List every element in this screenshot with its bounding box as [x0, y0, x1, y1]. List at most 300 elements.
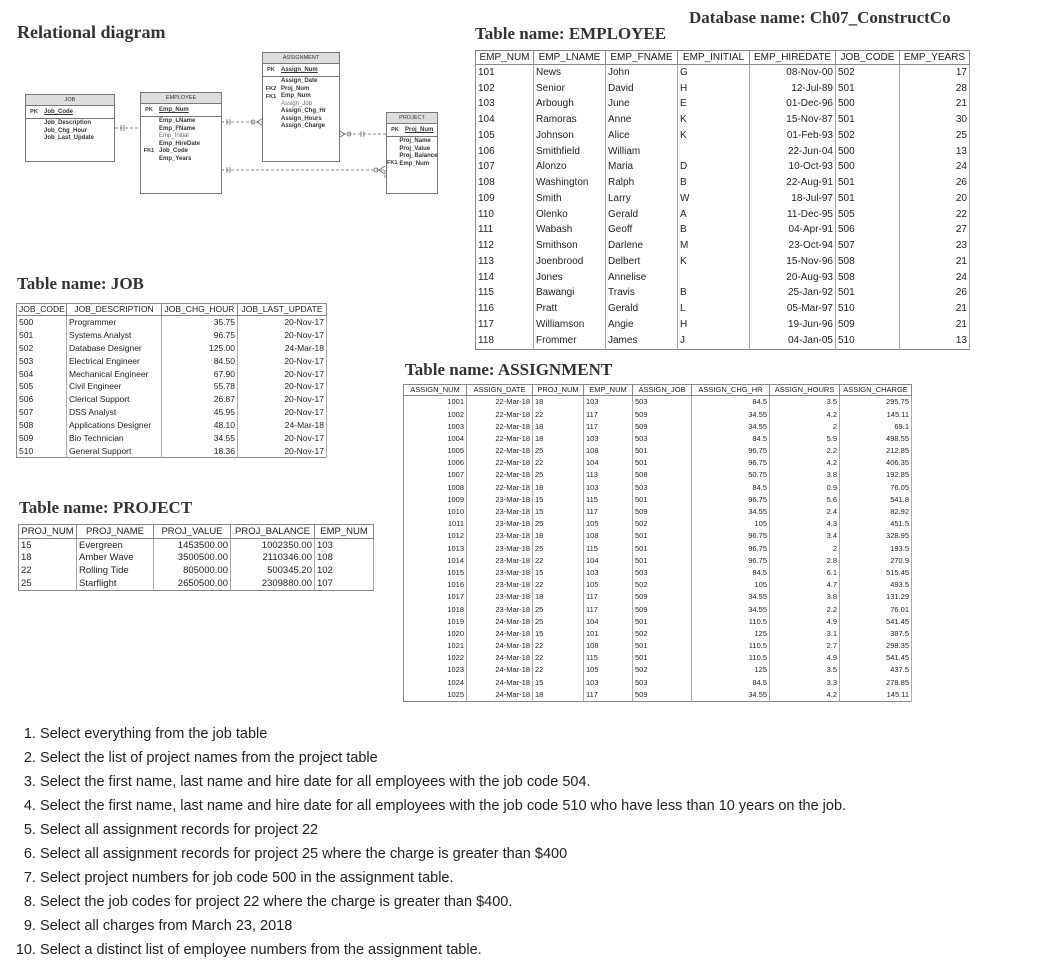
table-cell: Olenko [534, 207, 606, 223]
table-cell: 3.5 [770, 396, 840, 409]
table-cell: Smith [534, 191, 606, 207]
table-cell: 34.55 [692, 689, 770, 702]
assignment-entity-name: ASSIGNMENT [263, 53, 339, 64]
entity-attribute: Assign_Hours [281, 115, 322, 122]
table-cell: 3.3 [770, 676, 840, 688]
column-header: JOB_CHG_HOUR [162, 304, 238, 316]
table-cell: 96.75 [692, 542, 770, 554]
table-cell: 23-Oct-94 [750, 238, 836, 254]
table-cell: David [606, 81, 678, 97]
table-cell: 3.5 [770, 664, 840, 676]
table-cell: 4.7 [770, 579, 840, 591]
fk-label: FK1 [143, 148, 155, 154]
table-cell: Jones [534, 270, 606, 286]
table-cell: 34.55 [692, 506, 770, 518]
table-cell: 15 [19, 539, 77, 552]
table-cell: 84.5 [692, 567, 770, 579]
table-cell: 34.55 [692, 408, 770, 420]
table-cell: 18 [533, 396, 584, 409]
table-row [17, 380, 327, 393]
table-row [476, 112, 970, 128]
table-row [476, 286, 970, 302]
table-cell: 55.78 [162, 380, 238, 393]
question-number: 2. [23, 750, 36, 766]
table-cell: 1007 [404, 469, 467, 481]
table-cell: Senior [534, 81, 606, 97]
question-text: Select all charges from March 23, 2018 [40, 918, 293, 934]
table-cell: 5.9 [770, 433, 840, 445]
table-cell: W [678, 191, 750, 207]
table-cell: Electrical Engineer [67, 355, 162, 368]
table-cell: Johnson [534, 128, 606, 144]
column-header: EMP_LNAME [534, 51, 606, 65]
table-cell: 509 [836, 317, 900, 333]
table-cell: 21 [900, 97, 970, 113]
table-cell: 1003 [404, 420, 467, 432]
table-cell: 501 [633, 652, 692, 664]
table-cell: Smithfield [534, 144, 606, 160]
table-cell: General Support [67, 444, 162, 457]
table-cell: 96.75 [692, 554, 770, 566]
table-cell: 500 [836, 144, 900, 160]
table-cell: H [678, 81, 750, 97]
table-cell: 1014 [404, 554, 467, 566]
table-cell: 108 [584, 445, 633, 457]
table-cell: 3.1 [770, 628, 840, 640]
assignment-table-header [404, 385, 912, 396]
table-cell: 212.85 [840, 445, 912, 457]
column-header: EMP_YEARS [900, 51, 970, 65]
table-cell: 76.01 [840, 603, 912, 615]
table-cell: 20-Nov-17 [238, 393, 327, 406]
table-cell: 116 [476, 301, 534, 317]
table-cell: 1012 [404, 530, 467, 542]
table-cell: 15 [533, 628, 584, 640]
table-cell: 1002350.00 [231, 539, 315, 552]
table-cell: 12-Jul-89 [750, 81, 836, 97]
table-row [476, 270, 970, 286]
table-cell: 67.90 [162, 367, 238, 380]
table-cell: 24 [900, 270, 970, 286]
table-cell: 110 [476, 207, 534, 223]
table-cell: 502 [633, 664, 692, 676]
table-cell: 25 [533, 469, 584, 481]
table-cell: 23-Mar-18 [467, 518, 533, 530]
table-cell: 25-Jan-92 [750, 286, 836, 302]
table-cell: 23-Mar-18 [467, 579, 533, 591]
question-number: 6. [23, 846, 36, 862]
table-cell: 541.45 [840, 615, 912, 627]
table-cell: 1002 [404, 408, 467, 420]
table-cell: 20 [900, 191, 970, 207]
table-cell: Applications Designer [67, 419, 162, 432]
table-cell: 18-Jul-97 [750, 191, 836, 207]
table-cell: 2 [770, 420, 840, 432]
table-cell: 01-Dec-96 [750, 97, 836, 113]
table-cell: 23-Mar-18 [467, 506, 533, 518]
column-header: JOB_CODE [836, 51, 900, 65]
table-row [476, 81, 970, 97]
entity-attribute: Proj_Num [281, 85, 310, 92]
table-cell: 34.55 [692, 603, 770, 615]
project-entity [386, 112, 438, 194]
table-cell: 117 [584, 420, 633, 432]
table-cell: 109 [476, 191, 534, 207]
job-table-header [17, 304, 327, 316]
column-header: JOB_DESCRIPTION [67, 304, 162, 316]
table-row [17, 316, 327, 329]
table-cell: 509 [633, 408, 692, 420]
job-entity-pk: Job_Code [44, 109, 74, 115]
column-header: JOB_CODE [17, 304, 67, 316]
table-cell: 107 [476, 160, 534, 176]
table-cell: L [678, 301, 750, 317]
table-cell: 10-Oct-93 [750, 160, 836, 176]
table-cell: 1008 [404, 481, 467, 493]
entity-attribute: Emp_Num [399, 160, 430, 167]
question-number: 3. [23, 774, 36, 790]
table-cell: 509 [633, 689, 692, 702]
table-cell: Database Designer [67, 342, 162, 355]
table-cell: 82.92 [840, 506, 912, 518]
table-cell: 23-Mar-18 [467, 530, 533, 542]
table-row [404, 676, 912, 688]
question-text: Select the list of project names from the project table [40, 750, 378, 766]
header-row [17, 304, 327, 316]
column-header: ASSIGN_HOURS [770, 385, 840, 396]
table-row [476, 65, 970, 81]
table-cell: Systems Analyst [67, 329, 162, 342]
table-row [404, 481, 912, 493]
table-cell: 117 [584, 506, 633, 518]
entity-attribute: Job_Last_Update [44, 135, 95, 141]
table-cell: 2650500.00 [154, 577, 231, 590]
table-cell: 1001 [404, 396, 467, 409]
table-cell: 510 [836, 301, 900, 317]
table-cell: Bawangi [534, 286, 606, 302]
table-cell: 50.75 [692, 469, 770, 481]
table-cell: 23-Mar-18 [467, 603, 533, 615]
table-cell: 193.5 [840, 542, 912, 554]
table-cell: 503 [633, 481, 692, 493]
column-header: ASSIGN_CHG_HR [692, 385, 770, 396]
table-cell: Larry [606, 191, 678, 207]
table-cell: 22-Mar-18 [467, 457, 533, 469]
table-cell: 108 [584, 530, 633, 542]
employee-table-body [476, 65, 970, 350]
table-cell: 328.95 [840, 530, 912, 542]
table-cell: 505 [836, 207, 900, 223]
table-cell: 101 [476, 65, 534, 81]
column-header: EMP_NUM [476, 51, 534, 65]
table-cell [678, 270, 750, 286]
question-text: Select all assignment records for project 25 where the charge is greater than $400 [40, 846, 568, 862]
table-cell: 25 [533, 518, 584, 530]
table-cell: 21 [900, 301, 970, 317]
table-row [476, 207, 970, 223]
question-item [8, 794, 846, 818]
table-cell: D [678, 160, 750, 176]
table-cell: 23-Mar-18 [467, 542, 533, 554]
table-cell: 503 [633, 676, 692, 688]
table-cell: 96.75 [692, 530, 770, 542]
table-cell: 503 [17, 355, 67, 368]
table-row [17, 432, 327, 445]
table-cell: 76.05 [840, 481, 912, 493]
table-cell: Williamson [534, 317, 606, 333]
table-cell: 25 [533, 603, 584, 615]
question-item [8, 890, 846, 914]
table-cell: 103 [584, 676, 633, 688]
table-cell: Geoff [606, 223, 678, 239]
assignment-table [403, 384, 912, 702]
table-cell: 493.5 [840, 579, 912, 591]
employee-entity [140, 92, 222, 194]
table-cell: 84.50 [162, 355, 238, 368]
table-cell: 105 [584, 664, 633, 676]
table-cell: 117 [584, 689, 633, 702]
fk-label: FK2 [265, 86, 277, 92]
table-cell: 501 [836, 191, 900, 207]
table-cell: 406.35 [840, 457, 912, 469]
table-cell: 505 [17, 380, 67, 393]
table-cell: 103 [584, 433, 633, 445]
table-cell: 3500500.00 [154, 552, 231, 565]
entity-attribute: Job_Description [44, 120, 92, 126]
header-row [404, 385, 912, 396]
table-cell: 30 [900, 112, 970, 128]
table-cell: 115 [584, 494, 633, 506]
table-cell: 2.7 [770, 640, 840, 652]
table-cell: James [606, 333, 678, 349]
table-cell: 22 [533, 652, 584, 664]
table-cell: 387.5 [840, 628, 912, 640]
table-cell: 18 [533, 420, 584, 432]
entity-attribute: Assign_Chg_Hr [281, 108, 327, 114]
table-cell: 500 [836, 160, 900, 176]
table-row [404, 494, 912, 506]
table-cell: 22 [900, 207, 970, 223]
table-cell: 502 [836, 128, 900, 144]
table-cell: 1006 [404, 457, 467, 469]
table-cell: 1453500.00 [154, 539, 231, 552]
table-cell: 509 [633, 506, 692, 518]
table-cell: 501 [633, 445, 692, 457]
table-cell: 503 [633, 396, 692, 409]
table-cell: 22 [533, 640, 584, 652]
fk-label: FK1 [265, 93, 277, 100]
question-item [8, 818, 846, 842]
table-cell: 108 [315, 552, 374, 565]
table-cell: 15 [533, 676, 584, 688]
table-cell: 1022 [404, 652, 467, 664]
table-cell: 2.4 [770, 506, 840, 518]
table-cell: 502 [17, 342, 67, 355]
table-cell: 503 [633, 433, 692, 445]
table-cell: June [606, 97, 678, 113]
job-table-title: Table name: JOB [17, 274, 144, 293]
table-cell: 103 [315, 539, 374, 552]
employee-table-title: Table name: EMPLOYEE [475, 24, 667, 43]
table-cell: 34.55 [692, 591, 770, 603]
table-cell: 20-Nov-17 [238, 380, 327, 393]
table-cell: 506 [836, 223, 900, 239]
table-cell: News [534, 65, 606, 81]
table-cell: 20-Nov-17 [238, 355, 327, 368]
table-cell: 4.9 [770, 615, 840, 627]
table-cell: 1004 [404, 433, 467, 445]
table-cell: 541.8 [840, 494, 912, 506]
column-header: PROJ_NUM [19, 525, 77, 539]
table-cell: 2.2 [770, 603, 840, 615]
table-cell: 506 [17, 393, 67, 406]
table-cell: 18 [533, 433, 584, 445]
table-cell: Travis [606, 286, 678, 302]
project-table-title: Table name: PROJECT [19, 498, 193, 517]
table-row [19, 539, 374, 552]
table-row [17, 329, 327, 342]
table-cell: 24-Mar-18 [467, 664, 533, 676]
table-cell: 115 [584, 652, 633, 664]
table-cell: 515.45 [840, 567, 912, 579]
table-cell: 131.29 [840, 591, 912, 603]
table-cell: 103 [584, 396, 633, 409]
table-row [17, 444, 327, 457]
table-cell: 96.75 [692, 457, 770, 469]
entity-attribute: Proj_Name [399, 138, 431, 144]
table-cell: Frommer [534, 333, 606, 349]
table-row [476, 191, 970, 207]
table-cell: 103 [584, 567, 633, 579]
table-cell: 25 [533, 542, 584, 554]
table-cell: 508 [17, 419, 67, 432]
table-cell: 502 [633, 579, 692, 591]
table-cell: 4.2 [770, 457, 840, 469]
table-cell: 13 [900, 333, 970, 349]
table-cell: 118 [476, 333, 534, 349]
column-header: ASSIGN_DATE [467, 385, 533, 396]
table-cell: 270.9 [840, 554, 912, 566]
table-cell: 105 [584, 518, 633, 530]
table-cell: 501 [836, 175, 900, 191]
table-row [404, 396, 912, 409]
table-cell: 15 [533, 494, 584, 506]
project-table-body [19, 539, 374, 591]
table-row [404, 652, 912, 664]
table-cell: 22 [533, 664, 584, 676]
table-cell: 1018 [404, 603, 467, 615]
question-number: 9. [23, 918, 36, 934]
table-cell: 20-Nov-17 [238, 432, 327, 445]
pk-label: PK [30, 109, 38, 115]
column-header: EMP_NUM [584, 385, 633, 396]
entity-attribute: Emp_FName [159, 125, 196, 132]
table-cell: 502 [633, 518, 692, 530]
table-cell: 1023 [404, 664, 467, 676]
table-cell: 6.1 [770, 567, 840, 579]
table-cell: 20-Nov-17 [238, 316, 327, 329]
table-cell: 110.5 [692, 640, 770, 652]
table-cell: 500 [17, 316, 67, 329]
table-cell: Wabash [534, 223, 606, 239]
table-row [404, 689, 912, 702]
table-cell: 96.75 [692, 494, 770, 506]
table-cell: 34.55 [162, 432, 238, 445]
question-item [8, 722, 846, 746]
table-cell: 501 [633, 457, 692, 469]
table-cell: 4.2 [770, 689, 840, 702]
table-row [404, 640, 912, 652]
table-cell: 192.85 [840, 469, 912, 481]
column-header: PROJ_NUM [533, 385, 584, 396]
table-cell: Mechanical Engineer [67, 367, 162, 380]
table-cell: 84.5 [692, 676, 770, 688]
table-cell: 101 [584, 628, 633, 640]
table-cell: M [678, 238, 750, 254]
table-cell: 25 [533, 615, 584, 627]
table-cell: 13 [900, 144, 970, 160]
table-cell: Evergreen [77, 539, 154, 552]
table-cell: 25 [533, 445, 584, 457]
table-row [476, 333, 970, 349]
question-text: Select everything from the job table [40, 726, 268, 742]
table-row [404, 530, 912, 542]
table-cell: Alice [606, 128, 678, 144]
pk-label: PK [145, 107, 153, 113]
table-cell: 24-Mar-18 [467, 615, 533, 627]
table-cell: 20-Nov-17 [238, 367, 327, 380]
table-row [404, 567, 912, 579]
table-cell: 22-Mar-18 [467, 433, 533, 445]
table-row [17, 419, 327, 432]
table-cell: 501 [633, 494, 692, 506]
table-cell: 22-Mar-18 [467, 445, 533, 457]
table-row [404, 445, 912, 457]
table-cell: 105 [692, 518, 770, 530]
table-row [404, 542, 912, 554]
table-row [404, 591, 912, 603]
entity-attribute: Assign_Job [281, 100, 313, 107]
table-cell: 05-Mar-97 [750, 301, 836, 317]
table-cell: 22 [533, 554, 584, 566]
entity-attribute: Emp_Years [159, 155, 192, 162]
table-cell: 504 [17, 367, 67, 380]
table-cell: 117 [584, 603, 633, 615]
table-cell: 502 [836, 65, 900, 81]
assignment-table-body [404, 396, 912, 702]
entity-attribute: Emp_Num [281, 93, 311, 99]
table-cell: 2.2 [770, 445, 840, 457]
table-cell: Gerald [606, 207, 678, 223]
database-name-title: Database name: Ch07_ConstructCo [689, 8, 951, 27]
table-cell: John [606, 65, 678, 81]
employee-table-header [476, 51, 970, 65]
employee-entity-pk: Emp_Num [159, 107, 189, 113]
question-item [8, 770, 846, 794]
column-header: ASSIGN_CHARGE [840, 385, 912, 396]
table-cell: 510 [17, 444, 67, 457]
job-table-body [17, 316, 327, 458]
question-text: Select the first name, last name and hire date for all employees with the job code 504. [40, 774, 591, 790]
table-cell: 21 [900, 317, 970, 333]
table-cell: 45.95 [162, 406, 238, 419]
question-text: Select the job codes for project 22 where the charge is greater than $400. [40, 894, 513, 910]
table-cell: 24-Mar-18 [467, 689, 533, 702]
table-cell: 15-Nov-87 [750, 112, 836, 128]
table-row [476, 144, 970, 160]
table-cell: 501 [836, 112, 900, 128]
table-cell: 510 [836, 333, 900, 349]
